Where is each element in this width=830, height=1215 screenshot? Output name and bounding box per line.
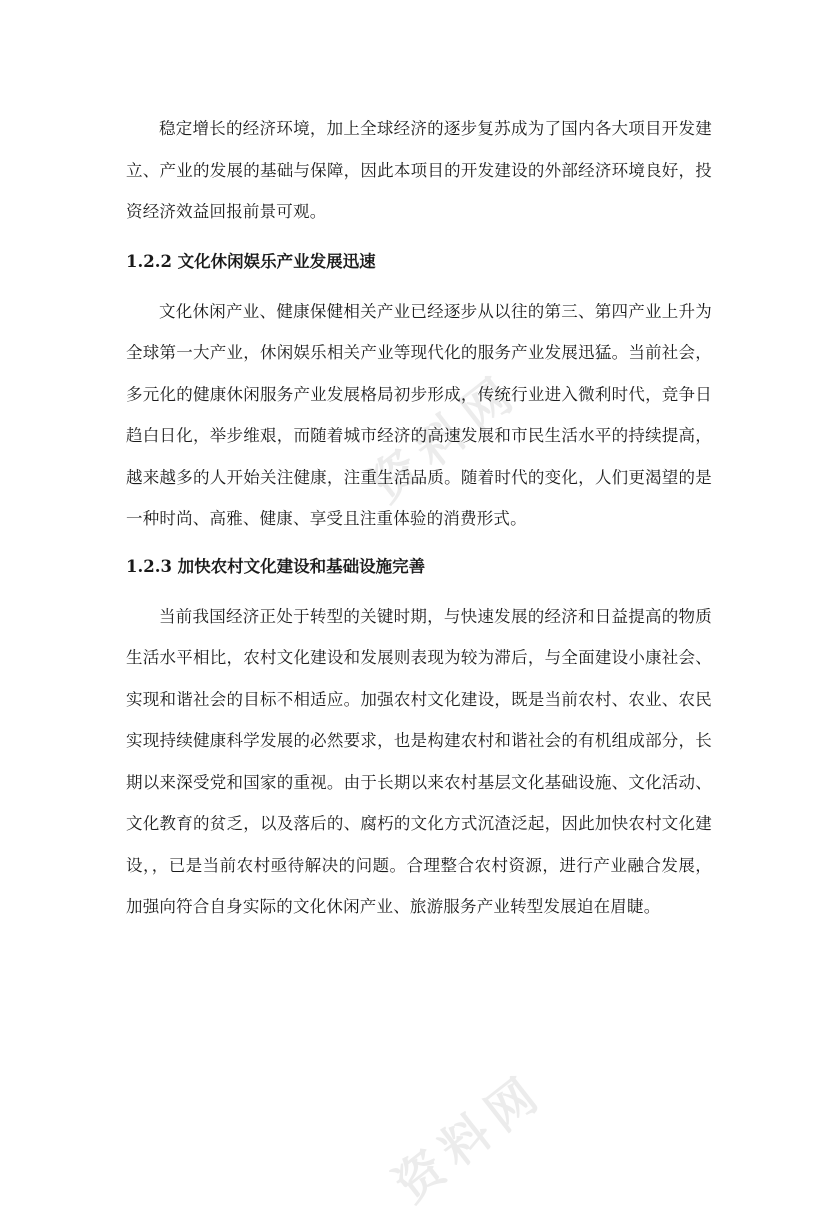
section-heading-1-2-2: 1.2.2 文化休闲娱乐产业发展迅速 [126, 251, 376, 271]
document-body [126, 108, 712, 928]
section-paragraph-1-2-2: 文化休闲产业、健康保健相关产业已经逐步从以往的第三、第四产业上升为全球第一大产业，休闲娱乐相关产业等现代化的服务产业发展迅猛。当前社会，多元化的健康休闲服务产业发展格局初步形成，传统行业进入微利时代，竞争日趋白日化，举步维艰，而随着城市经济的高速发展和市民生活水平的持续提高，越来越多的人开始关注健康，注重生活品质。随着时代的变化，人们更渴望的是一种时尚、高雅、健康、享受且注重体验的消费形式。 [126, 301, 712, 528]
watermark-stamp: 资料网 [358, 362, 531, 514]
section-paragraph-1-2-3: 当前我国经济正处于转型的关键时期，与快速发展的经济和日益提高的物质生活水平相比，农村文化建设和发展则表现为较为滞后，与全面建设小康社会、实现和谐社会的目标不相适应。加强农村文化建设，既是当前农村、农业、农民实现持续健康科学发展的必然要求，也是构建农村和谐社会的有机组成部分，长期以来深受党和国家的重视。由于长期以来农村基层文化基础设施、文化活动、文化教育的贫乏，以及落后的、腐朽的文化方式沉渣泛起，因此加快农村文化建设，，已是当前农村亟待解决的问题。合理整合农村资源，进行产业融合发展，加强向符合自身实际的文化休闲产业、旅游服务产业转型发展迫在眉睫。 [126, 606, 712, 916]
intro-paragraph: 稳定增长的经济环境，加上全球经济的逐步复苏成为了国内各大项目开发建立、产业的发展的基础与保障，因此本项目的开发建设的外部经济环境良好，投资经济效益回报前景可观。 [126, 119, 712, 221]
section-heading-1-2-3: 1.2.3 加快农村文化建设和基础设施完善 [126, 556, 426, 576]
watermark-stamp: 资料网 [383, 1062, 556, 1214]
